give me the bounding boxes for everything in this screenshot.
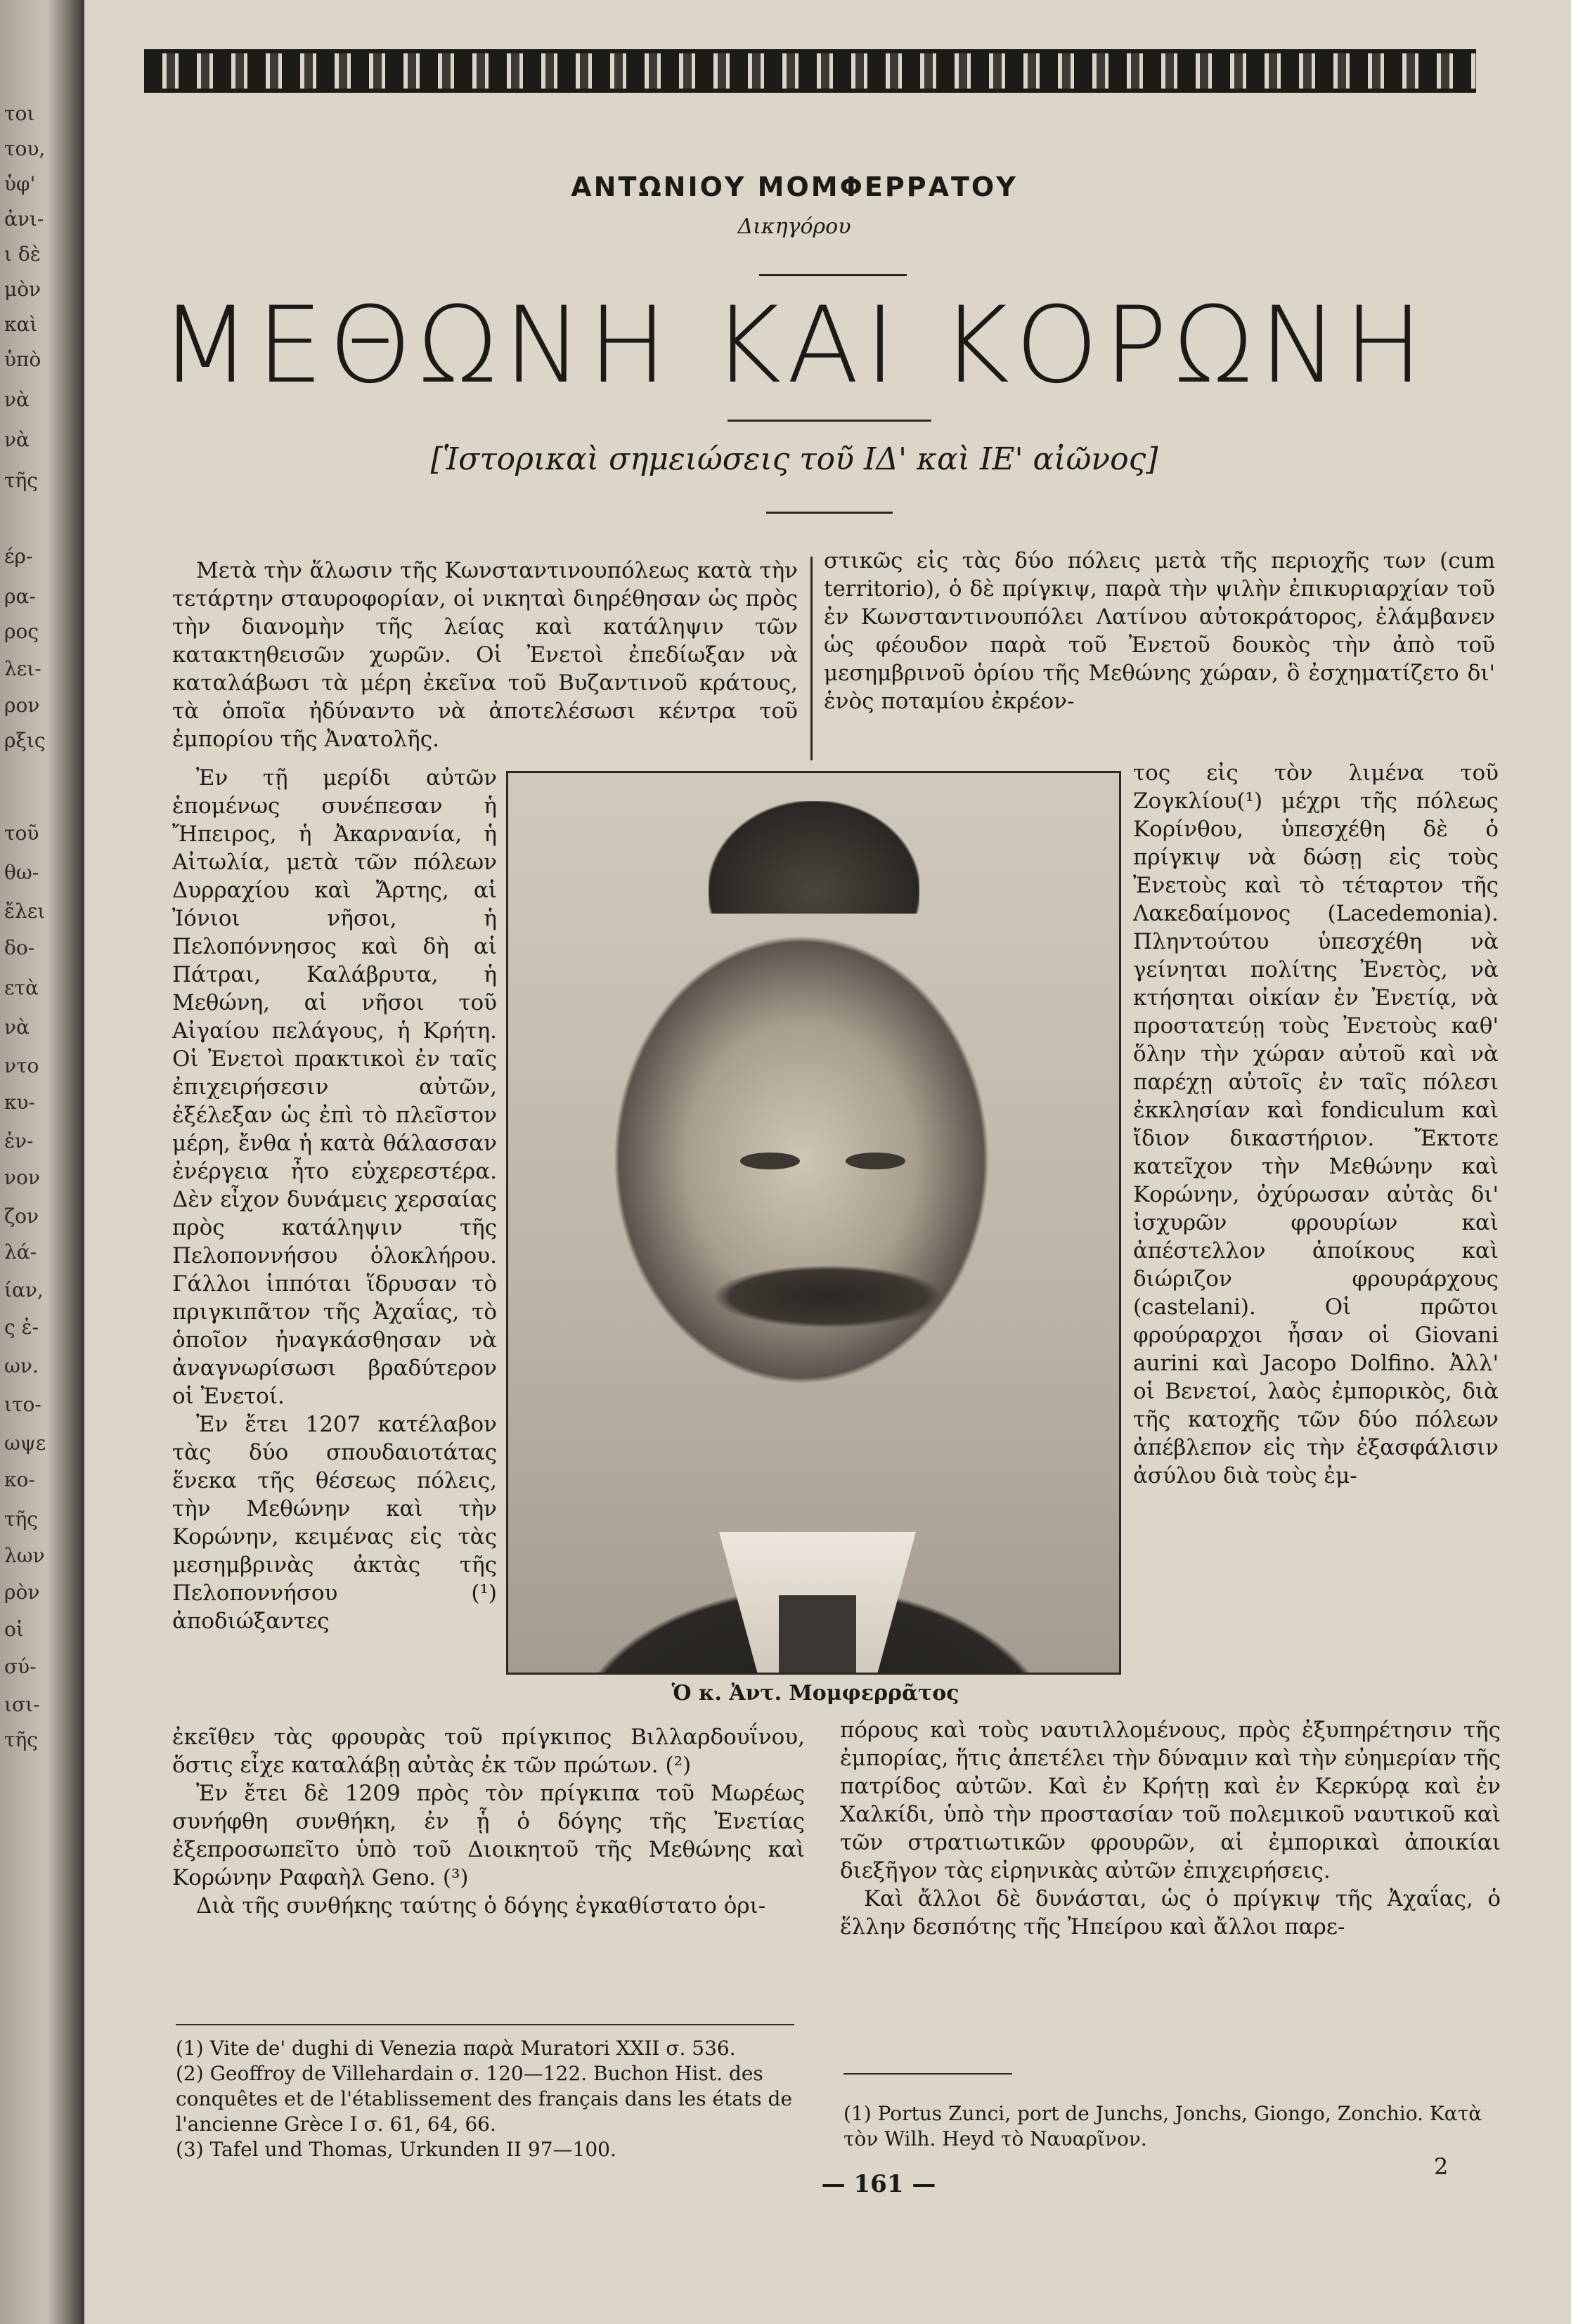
spine-fragment: ρα- xyxy=(4,585,36,608)
spine-fragment: ἔλει xyxy=(4,900,46,923)
author-name: ΑΝΤΩΝΙΟΥ ΜΟΜΦΕΡΡΑΤΟΥ xyxy=(571,171,1018,202)
photo-caption: Ὁ κ. Ἀντ. Μομφερρᾶτος xyxy=(671,1681,959,1706)
footnotes-right xyxy=(843,2101,1501,2152)
spine-fragment: νὰ xyxy=(4,388,30,411)
footnote: (1) Portus Zunci, port de Junchs, Jonchs, Giongo, Zonchio. Κατὰ τὸν Wilh. Heyd τὸ Ναυαρῖνον. xyxy=(843,2102,1482,2150)
spine-fragment: τῆς xyxy=(4,1507,38,1531)
spine-fragment: ρὸν xyxy=(4,1580,40,1604)
spine-fragment: έρ- xyxy=(4,545,33,568)
footnote-separator xyxy=(176,2024,794,2025)
spine-fragment: ωψε xyxy=(4,1432,46,1455)
portrait-eye xyxy=(846,1153,905,1169)
spine-fragment: μὸν xyxy=(4,278,41,301)
spine-fragment: τοῦ xyxy=(4,822,39,845)
article-subtitle: [Ἱστορικαὶ σημειώσεις τοῦ ΙΔ' καὶ ΙΕ' αἰῶνος] xyxy=(430,441,1158,477)
spine-fragment: ισι- xyxy=(4,1693,40,1716)
spine-fragment: ίαν, xyxy=(4,1278,44,1301)
portrait-tie xyxy=(779,1595,856,1675)
footnote: (1) Vite de' dughi di Venezia παρὰ Muratori XXII σ. 536. xyxy=(176,2037,736,2060)
spine-fragment: κυ- xyxy=(4,1091,35,1114)
paragraph: πόρους καὶ τοὺς ναυτιλλομένους, πρὸς ἐξυπηρέτησιν τῆς ἐμπορίας, ἥτις ἀπετέλει τὴν δύναμιν καὶ τὴν εὐημερίαν τῆς πατρίδος αὐτῶν. Καὶ ἐν Κρήτῃ καὶ ἐν Κερκύρᾳ καὶ ἐν Χαλκίδι, ὑπὸ τὴν προστασίαν τοῦ πολεμικοῦ ναυτικοῦ καὶ τῶν στρατιωτικῶν φρουρῶν, αἱ ἐμπορικαὶ ἀποικίαι διεξῆγον τὰς εἰρηνικὰς αὐτῶν ἐπιχειρήσεις. xyxy=(840,1718,1501,1883)
paragraph: Διὰ τῆς συνθήκης ταύτης ὁ δόγης ἐγκαθίστατο ὁρι- xyxy=(196,1893,766,1919)
footnotes-left xyxy=(176,2036,808,2162)
signature-mark: 2 xyxy=(1434,2153,1449,2180)
footnote-separator xyxy=(843,2073,1012,2075)
paragraph: Καὶ ἄλλοι δὲ δυνάσται, ὡς ὁ πρίγκιψ τῆς Ἀχαΐας, ὁ ἕλλην δεσπότης τῆς Ἠπείρου καὶ ἄλλοι παρε- xyxy=(840,1886,1501,1940)
left-column-narrow xyxy=(172,764,497,1635)
spine-fragment: ιτο- xyxy=(4,1393,41,1416)
rule xyxy=(759,274,907,276)
spine-fragment: νὰ xyxy=(4,428,30,451)
paragraph: στικῶς εἰς τὰς δύο πόλεις μετὰ τῆς περιοχῆς των (cum territorio), ὁ δὲ πρίγκιψ, παρὰ τὴν ψιλὴν ἐπικυριαρχίαν τοῦ ἐν Κωνσταντινουπόλει Λατίνου αὐτοκράτορος, ἐλάμβανεν ὡς φέουδον παρὰ τοῦ Ἐνετοῦ δουκὸς τὴν ἀπὸ τοῦ μεσημβρινοῦ ὁρίου τῆς Μεθώνης χώραν, ὃ ἐσχηματίζετο δι' ἑνὸς ποταμίου ἐκρέον- xyxy=(824,548,1495,714)
spine-fragment: του, xyxy=(4,137,46,160)
spine-fragment: λει- xyxy=(4,657,41,680)
paragraph: Ἐν ἔτει 1207 κατέλαβον τὰς δύο σπουδαιοτάτας ἕνεκα τῆς θέσεως πόλεις, τὴν Μεθώνην καὶ τὴν Κορώνην, κειμένας εἰς τὰς μεσημβρινὰς ἀκτὰς τῆς Πελοποννήσου (¹) ἀποδιώξαντες xyxy=(172,1412,497,1634)
spine-fragment: ζον xyxy=(4,1205,39,1228)
spine-fragment: ς ἑ- xyxy=(4,1316,39,1339)
footnote: (3) Tafel und Thomas, Urkunden II 97—100. xyxy=(176,2138,616,2161)
spine-fragment: τῆς xyxy=(4,1728,38,1751)
spine-fragment: οἱ xyxy=(4,1618,24,1641)
spine-fragment: λά- xyxy=(4,1240,37,1264)
spine-fragment: ἐν- xyxy=(4,1129,34,1153)
paragraph: ἐκεῖθεν τὰς φρουρὰς τοῦ πρίγκιπος Βιλλαρδουΐνου, ὅστις εἶχε καταλάβῃ αὐτὰς ἐκ τῶν πρώτων. (²) xyxy=(172,1725,805,1778)
author-profession: Δικηγόρου xyxy=(737,214,851,239)
spine-fragment: ων. xyxy=(4,1354,39,1377)
spine-fragment: δο- xyxy=(4,936,35,959)
spine-fragment: καὶ xyxy=(4,313,38,336)
spine-fragment: τῆς xyxy=(4,469,38,492)
spine-fragment: κο- xyxy=(4,1468,35,1491)
spine-fragment: ἀνι- xyxy=(4,207,44,231)
spine-fragment: νὰ xyxy=(4,1015,30,1039)
spine-fragment: λων xyxy=(4,1544,45,1567)
rule xyxy=(766,512,893,514)
spine-fragment: ρξις xyxy=(4,729,46,752)
page-number: — 161 — xyxy=(821,2170,936,2198)
left-column-top xyxy=(172,557,798,753)
spine-fragment: ρος xyxy=(4,620,39,643)
spine-fragment: ὑπὸ xyxy=(4,348,41,371)
left-column-bottom xyxy=(172,1723,805,1920)
footnote: (2) Geoffroy de Villehardain σ. 120—122. Buchon Hist. des conquêtes et de l'établissement des français dans les états de l'ancienne Grèce I σ. 61, 64, 66. xyxy=(176,2062,793,2136)
paragraph: τος εἰς τὸν λιμένα τοῦ Ζογκλίου(¹) μέχρι τῆς πόλεως Κορίνθου, ὑπεσχέθη δὲ ὁ πρίγκιψ νὰ δώσῃ εἰς τοὺς Ἐνετοὺς καὶ τὸ τέταρτον τῆς Λακεδαίμονος (Lacedemonia). Πληντούτου ὑπεσχέθη νὰ γείνηται πολίτης Ἐνετὸς, νὰ κτήσηται οἰκίαν ἐν Ἐνετίᾳ, νὰ προστατεύῃ τοὺς Ἐνετοὺς καθ' ὅλην τὴν χώραν αὐτοῦ καὶ νὰ παρέχῃ αὐτοῖς ἐν ταῖς πόλεσι ἐκκλησίαν καὶ fondiculum καὶ ἴδιον δικαστήριον. Ἔκτοτε κατεῖχον τὴν Μεθώνην καὶ Κορώνην, ὀχύρωσαν αὐτὰς δι' ἰσχυρῶν φρουρίων καὶ ἀπέστελλον ἀποίκους καὶ διώριζον φρουράρχους (castelani). Οἱ πρῶτοι φρούραρχοι ἦσαν οἱ Giovani aurini καὶ Jacopo Dolfino. Ἀλλ' οἱ Βενετοί, λαὸς ἐμπορικὸς, διὰ τῆς κατοχῆς τῶν δύο πόλεων ἀπέβλεπον εἰς τὴν ἐξασφάλισιν ἀσύλου διὰ τοὺς ἐμ- xyxy=(1133,760,1499,1488)
spine-fragment: τοι xyxy=(4,102,35,125)
portrait-hair xyxy=(709,801,919,914)
column-rule xyxy=(810,557,813,760)
article-title: ΜΕΘΩΝΗ ΚΑΙ ΚΟΡΩΝΗ xyxy=(160,285,1429,407)
rule xyxy=(728,420,931,422)
right-column-bottom xyxy=(840,1716,1501,1941)
spine-fragment: ντο xyxy=(4,1054,39,1077)
right-column-top xyxy=(824,547,1495,715)
portrait-moustache xyxy=(712,1265,944,1328)
paragraph: Ἐν τῇ μερίδι αὐτῶν ἑπομένως συνέπεσαν ἡ Ἤπειρος, ἡ Ἀκαρνανία, ἡ Αἰτωλία, μετὰ τῶν πόλεων Δυρραχίου καὶ Ἄρτης, αἱ Ἰόνιοι νῆσοι, ἡ Πελοπόννησος καὶ δὴ αἱ Πάτραι, Καλάβρυτα, ἡ Μεθώνη, αἱ νῆσοι τοῦ Αἰγαίου πελάγους, ἡ Κρήτη. Οἱ Ἐνετοὶ πρακτικοὶ ἐν ταῖς ἐπιχειρήσεσιν αὐτῶν, ἐξέλεξαν ὡς ἐπὶ τὸ πλεῖστον μέρη, ἔνθα ἡ κατὰ θάλασσαν ἐνέργεια ἦτο εὐχερεστέρα. Δὲν εἶχον δυνάμεις χερσαίας πρὸς κατάληψιν τῆς Πελοποννήσου ὁλοκλήρου. Γάλλοι ἱππόται ἵδρυσαν τὸ πριγκιπᾶτον τῆς Ἀχαΐας, τὸ ὁποῖον ἠναγκάσθησαν νὰ ἀναγνωρίσωσι βραδύτερον οἱ Ἐνετοί. xyxy=(172,765,497,1409)
spine-fragment: ι δὲ xyxy=(4,242,41,266)
spine-fragment: νον xyxy=(4,1166,40,1189)
spine-fragment: ρον xyxy=(4,694,40,717)
portrait-eye xyxy=(740,1153,800,1169)
spine-fragment: ὑφ' xyxy=(4,172,36,195)
paragraph: Ἐν ἔτει δὲ 1209 πρὸς τὸν πρίγκιπα τοῦ Μωρέως συνήφθη συνθήκη, ἐν ᾗ ὁ δόγης τῆς Ἐνετίας ἐξεπροσωπεῖτο ὑπὸ τοῦ Διοικητοῦ τῆς Μεθώνης καὶ Κορώνην Ραφαὴλ Geno. (³) xyxy=(172,1781,805,1890)
header-ornament-band xyxy=(144,49,1476,93)
spine-fragment: ετὰ xyxy=(4,976,39,999)
right-column-narrow xyxy=(1133,759,1499,1490)
spine-fragment: σύ- xyxy=(4,1655,37,1678)
paragraph: Μετὰ τὴν ἅλωσιν τῆς Κωνσταντινουπόλεως κατὰ τὴν τετάρτην σταυροφορίαν, οἱ νικηταὶ διηρέθησαν ὡς πρὸς τὴν διανομὴν τῆς λείας καὶ κατάληψιν τῶν κατακτηθεισῶν χωρῶν. Οἱ Ἐνετοὶ ἐπεδίωξαν νὰ καταλάβωσι τὰ μέρη ἐκεῖνα τοῦ Βυζαντινοῦ κράτους, τὰ ὁποῖα ἠδύναντο νὰ ἀποτελέσωσι κέντρα τοῦ ἐμπορίου τῆς Ἀνατολῆς. xyxy=(172,558,798,752)
spine-fragment: θω- xyxy=(4,861,39,884)
author-portrait-photo xyxy=(506,771,1121,1675)
